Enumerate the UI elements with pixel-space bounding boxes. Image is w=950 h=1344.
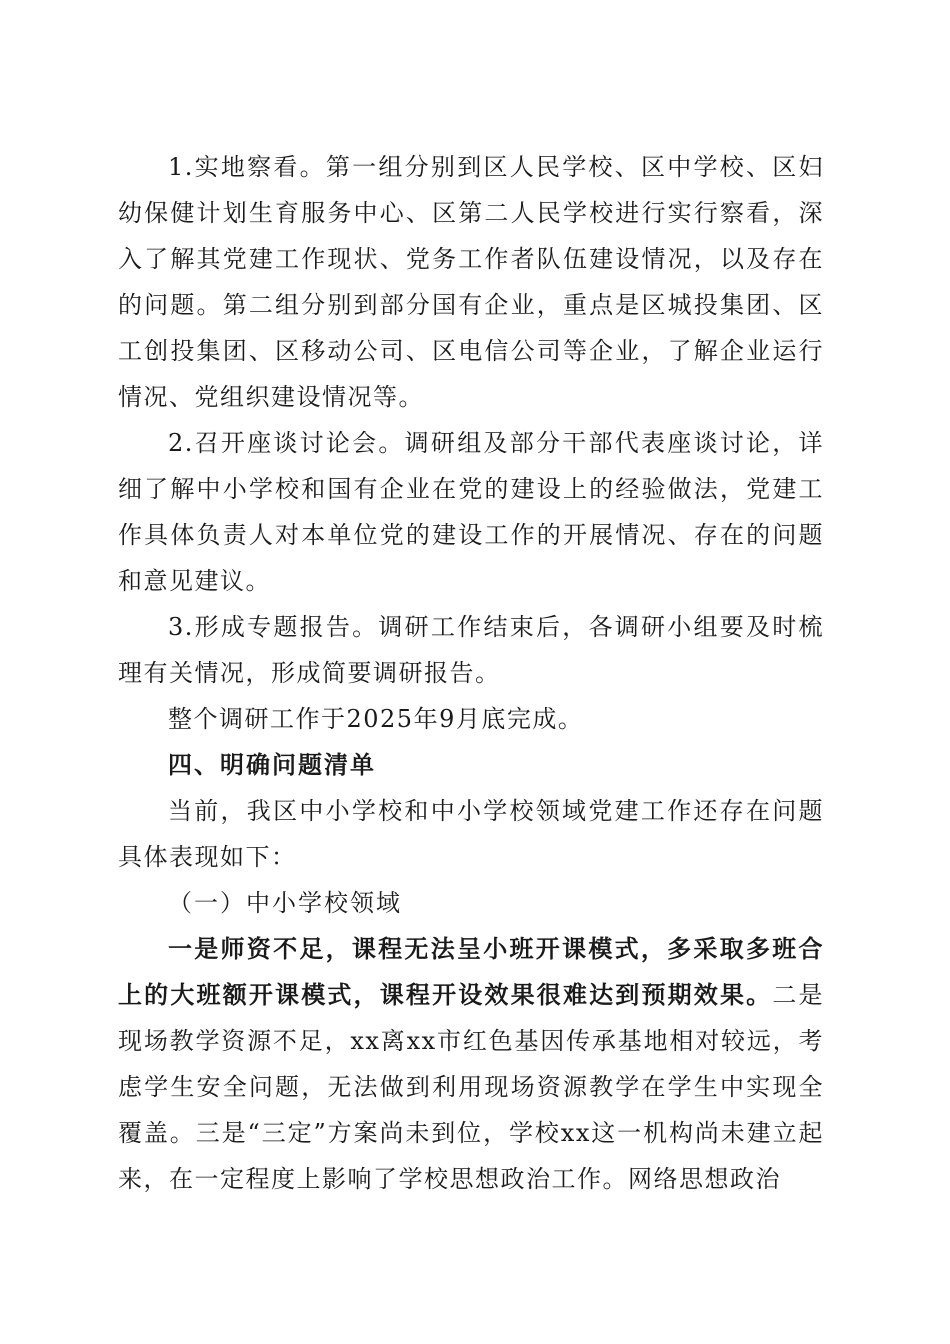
document-body xyxy=(118,144,824,1202)
bold-issue-text: 一是师资不足，课程无法呈小班开课模式，多采取多班合上的大班额开课模式，课程开设效果很难达到预期效果。 xyxy=(118,934,824,1009)
paragraph-report: 3.形成专题报告。调研工作结束后，各调研小组要及时梳理有关情况，形成简要调研报告。 xyxy=(118,613,824,687)
issue-text: 二是现场教学资源不足，xx离xx市红色基因传承基地相对较远，考虑学生安全问题，无法做到利用现场资源教学在学生中实现全覆盖。三是“三定”方案尚未到位，学校xx这一机构尚未建立起来，在一定程度上影响了学校思想政治工作。网络思想政治 xyxy=(118,981,825,1193)
paragraph-current-problems: 当前，我区中小学校和中小学校领域党建工作还存在问题具体表现如下： xyxy=(118,797,824,871)
section-heading-problem-list: 四、明确问题清单 xyxy=(168,751,376,779)
paragraph-school-issues xyxy=(118,926,824,1202)
subheading-schools: （一）中小学校领域 xyxy=(168,889,402,917)
paragraph-completion: 整个调研工作于2025年9月底完成。 xyxy=(168,705,584,733)
paragraph-symposium: 2.召开座谈讨论会。调研组及部分干部代表座谈讨论，详细了解中小学校和国有企业在党的建设上的经验做法，党建工作具体负责人对本单位党的建设工作的开展情况、存在的问题和意见建议。 xyxy=(118,429,824,595)
paragraph-field-inspection: 1.实地察看。第一组分别到区人民学校、区中学校、区妇幼保健计划生育服务中心、区第二人民学校进行实行察看，深入了解其党建工作现状、党务工作者队伍建设情况，以及存在的问题。第二组分别到部分国有企业，重点是区城投集团、区工创投集团、区移动公司、区电信公司等企业，了解企业运行情况、党组织建设情况等。 xyxy=(118,153,824,411)
